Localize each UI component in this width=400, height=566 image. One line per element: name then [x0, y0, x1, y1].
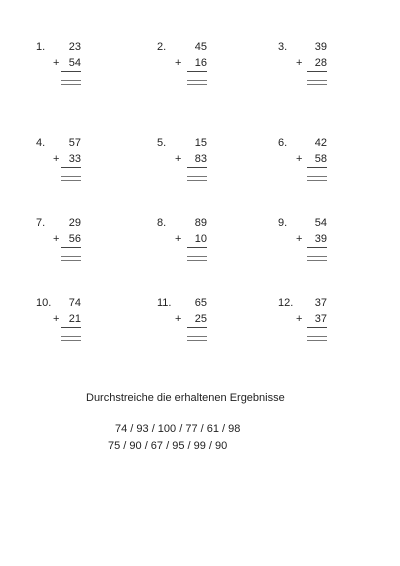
problem-number: 12. — [278, 297, 294, 309]
first-addend: 23 — [68, 41, 81, 53]
answer-line — [307, 256, 327, 261]
problem-number: 9. — [278, 217, 288, 229]
problem-3 — [278, 40, 327, 100]
answer-line — [61, 336, 81, 341]
answer-line — [187, 176, 207, 181]
plus-sign: + — [175, 233, 182, 245]
problem-number: 10. — [36, 297, 52, 309]
first-addend: 37 — [314, 297, 327, 309]
first-addend: 74 — [68, 297, 81, 309]
problem-number: 7. — [36, 217, 46, 229]
problem-number: 1. — [36, 41, 46, 53]
answer-line — [61, 80, 81, 85]
plus-sign: + — [175, 153, 182, 165]
plus-sign: + — [53, 153, 60, 165]
problem-6 — [278, 136, 327, 196]
answer-line — [187, 336, 207, 341]
problem-number: 4. — [36, 137, 46, 149]
results-line-2: 75 / 90 / 67 / 95 / 99 / 90 — [108, 440, 228, 452]
first-addend: 57 — [68, 137, 81, 149]
second-addend: 33 — [61, 152, 81, 168]
results-line-1: 74 / 93 / 100 / 77 / 61 / 98 — [115, 423, 241, 435]
instruction-text: Durchstreiche die erhaltenen Ergebnisse — [86, 392, 285, 404]
problem-2 — [157, 40, 207, 100]
problem-number: 2. — [157, 41, 167, 53]
answer-line — [307, 80, 327, 85]
plus-sign: + — [53, 57, 60, 69]
plus-sign: + — [53, 233, 60, 245]
answer-line — [307, 336, 327, 341]
first-addend: 54 — [314, 217, 327, 229]
problem-9 — [278, 216, 327, 276]
second-addend: 39 — [307, 232, 327, 248]
problem-number: 5. — [157, 137, 167, 149]
problem-1 — [36, 40, 81, 100]
problem-number: 11. — [157, 297, 172, 309]
first-addend: 15 — [194, 137, 207, 149]
problem-4 — [36, 136, 81, 196]
first-addend: 89 — [194, 217, 207, 229]
problem-number: 3. — [278, 41, 288, 53]
answer-line — [307, 176, 327, 181]
problem-5 — [157, 136, 207, 196]
first-addend: 39 — [314, 41, 327, 53]
problem-11 — [157, 296, 207, 356]
plus-sign: + — [296, 233, 303, 245]
second-addend: 28 — [307, 56, 327, 72]
first-addend: 42 — [314, 137, 327, 149]
plus-sign: + — [296, 313, 303, 325]
second-addend: 58 — [307, 152, 327, 168]
first-addend: 65 — [194, 297, 207, 309]
second-addend: 37 — [307, 312, 327, 328]
answer-line — [187, 80, 207, 85]
second-addend: 16 — [187, 56, 207, 72]
answer-line — [187, 256, 207, 261]
problem-12 — [278, 296, 327, 356]
problem-number: 8. — [157, 217, 167, 229]
plus-sign: + — [175, 57, 182, 69]
problem-7 — [36, 216, 81, 276]
problem-number: 6. — [278, 137, 288, 149]
second-addend: 83 — [187, 152, 207, 168]
plus-sign: + — [175, 313, 182, 325]
problem-8 — [157, 216, 207, 276]
first-addend: 45 — [194, 41, 207, 53]
problem-10 — [36, 296, 81, 356]
second-addend: 56 — [61, 232, 81, 248]
answer-line — [61, 176, 81, 181]
second-addend: 10 — [187, 232, 207, 248]
plus-sign: + — [296, 153, 303, 165]
answer-line — [61, 256, 81, 261]
plus-sign: + — [296, 57, 303, 69]
second-addend: 21 — [61, 312, 81, 328]
first-addend: 29 — [68, 217, 81, 229]
second-addend: 54 — [61, 56, 81, 72]
second-addend: 25 — [187, 312, 207, 328]
plus-sign: + — [53, 313, 60, 325]
